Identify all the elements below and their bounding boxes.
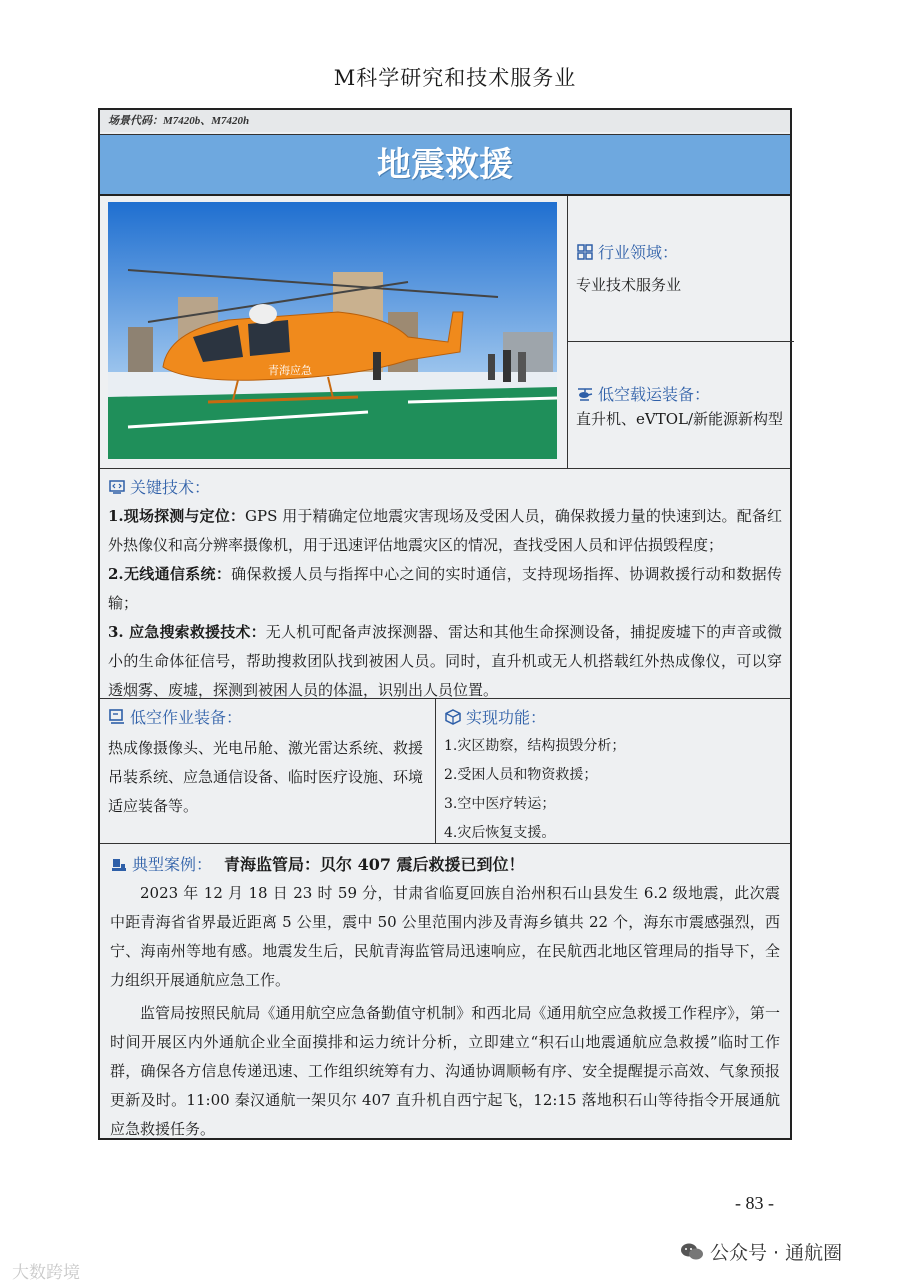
key-tech-item-text: 确保救援人员与指挥中心之间的实时通信，支持现场指挥、协调救援行动和数据传输；: [108, 565, 782, 612]
functions-cell: [436, 699, 794, 844]
helicopter-icon: [576, 386, 594, 402]
page-header-title: M科学研究和技术服务业: [333, 66, 577, 90]
watermark-right-text: 公众号 · 通航圈: [710, 1242, 843, 1264]
key-tech-item-title: 3. 应急搜索救援技术：: [108, 623, 266, 641]
functions-label-row: [444, 705, 786, 728]
equipment-label: 低空载运装备：: [598, 385, 711, 404]
industry-label: 行业领域：: [598, 243, 679, 262]
equipment-label-row: [576, 382, 786, 405]
card-title-band: [100, 134, 790, 196]
case-label: 典型案例：: [132, 855, 213, 874]
key-tech-label: 关键技术：: [130, 478, 211, 497]
function-item: 3.空中医疗转运；: [444, 796, 556, 812]
case-title: 青海监管局：贝尔 407 震后救援已到位！: [224, 855, 525, 874]
code-screen-icon: [108, 479, 126, 495]
case-paragraph: 监管局按照民航局《通用航空应急备勤值守机制》和西北局《通用航空应急救援工作程序》，第一时间开展区内外通航企业全面摸排和运力统计分析，立即建立“积石山地震通航应急救援”临时工作群，确保各方信息传递迅速、工作组织统筹有力、沟通协调顺畅有序、安全提醒提示高效、气象预报更新及时。11:00 秦汉通航一架贝尔 407 直升机自西宁起飞，12:15 落地积石山等待指令开展通航应急救援任务。: [110, 1004, 780, 1138]
equipment-cell: [568, 342, 794, 468]
industry-label-row: [576, 240, 786, 263]
case-head: [110, 852, 780, 875]
key-tech-item-text: GPS 用于精确定位地震灾害现场及受困人员，确保救援力量的快速到达。配备红外热像仪和高分辨率摄像机，用于迅速评估地震灾区的情况，查找受困人员和评估损毁程度；: [108, 507, 782, 554]
function-item: 1.灾区勘察，结构损毁分析；: [444, 738, 626, 754]
industry-value: 专业技术服务业: [576, 276, 682, 294]
watermark-left-text: 大数跨境: [12, 1263, 80, 1283]
cube-icon: [444, 709, 462, 725]
key-tech-label-row: [108, 475, 782, 498]
photo-cell: [100, 196, 568, 468]
ops-equipment-label: 低空作业装备：: [130, 708, 243, 727]
page-number: - 83 -: [735, 1193, 774, 1213]
grid-icon: [576, 244, 594, 260]
function-item: 4.灾后恢复支援。: [444, 825, 556, 841]
scenario-card: [98, 108, 792, 1140]
functions-list: [444, 732, 786, 848]
person-desk-icon: [110, 856, 128, 872]
helicopter-livery-text: 青海应急: [268, 364, 312, 377]
ops-equipment-text: 热成像摄像头、光电吊舱、激光雷达系统、救援吊装系统、应急通信设备、临时医疗设施、环境适应装备等。: [108, 739, 424, 815]
watermark-right: [680, 1238, 842, 1265]
equipment-function-row: [100, 698, 790, 843]
key-tech-item-title: 2.无线通信系统：: [108, 565, 232, 583]
scene-code: 场景代码：M7420b、M7420h: [100, 110, 790, 132]
ops-equipment-cell: [100, 699, 436, 844]
watermark-left: [12, 1258, 80, 1283]
helicopter-photo: [108, 202, 557, 459]
key-tech-item-text: 无人机可配备声波探测器、雷达和其他生命探测设备，捕捉废墟下的声音或微小的生命体征信号，帮助搜救团队找到被困人员。同时，直升机或无人机搭载红外热成像仪，可以穿透烟雾、废墟，探测到被困人员的体温，识别出人员位置。: [108, 623, 782, 699]
monitor-icon: [108, 709, 126, 725]
key-tech-item: [108, 560, 782, 618]
equipment-value: 直升机、eVTOL/新能源新构型: [576, 410, 784, 428]
key-tech-section: [100, 468, 790, 698]
case-section: [100, 843, 790, 1140]
key-tech-item-title: 1.现场探测与定位：: [108, 507, 245, 525]
ops-equipment-label-row: [108, 705, 427, 728]
functions-label: 实现功能：: [466, 708, 547, 727]
wechat-icon: [680, 1242, 704, 1262]
key-tech-item: [108, 502, 782, 560]
function-item: 2.受困人员和物资救援；: [444, 767, 598, 783]
industry-cell: [568, 196, 794, 342]
card-title: 地震救援: [377, 145, 513, 185]
key-tech-item: [108, 618, 782, 705]
case-paragraph: 2023 年 12 月 18 日 23 时 59 分，甘肃省临夏回族自治州积石山县发生 6.2 级地震，此次震中距青海省省界最近距离 5 公里，震中 50 公里范围内涉及青海乡镇共 22 个，海东市震感强烈，西宁、海南州等地有感。地震发生后，民航青海监管局迅速响应，在民航西北地区管理局的指导下，全力组织开展通航应急工作。: [110, 884, 780, 989]
